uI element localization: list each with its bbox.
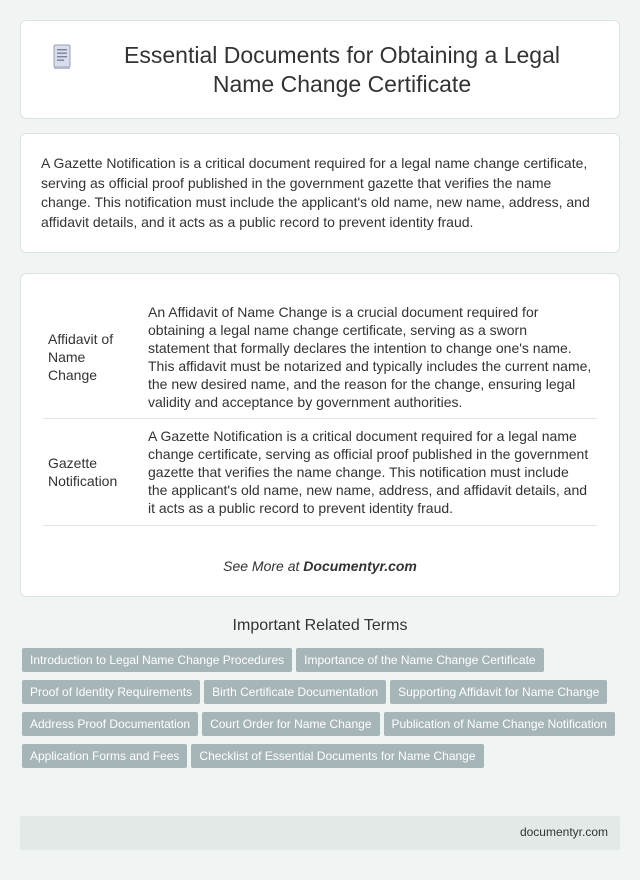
documents-table [43,296,597,526]
description-cell: An Affidavit of Name Change is a crucial document required for obtaining a legal name change certificate, serving as a sworn statement that formally declares the intention to change one's name. This affidavit must be notarized and typically includes the current name, the new desired name, and the reason for the change, ensuring legal validity and acceptance by government authorities. [143,296,597,419]
related-tag[interactable]: Importance of the Name Change Certificate [296,648,543,672]
related-terms-tags [22,648,622,776]
documents-table-card [20,273,620,597]
footer-site-link[interactable]: documentyr.com [519,825,608,839]
page-title: Essential Documents for Obtaining a Legal Name Change Certificate [124,41,560,97]
related-tag[interactable]: Supporting Affidavit for Name Change [390,680,607,704]
related-tag[interactable]: Checklist of Essential Documents for Name Change [191,744,483,768]
title-card [20,20,620,119]
see-more-prefix: See More at [223,558,304,574]
title-wrap [51,41,589,99]
intro-card [20,133,620,253]
related-terms-heading: Important Related Terms [232,617,408,634]
related-tag[interactable]: Introduction to Legal Name Change Procedures [22,648,292,672]
related-tag[interactable]: Publication of Name Change Notification [384,712,615,736]
footer [20,816,620,850]
intro-paragraph: A Gazette Notification is a critical document required for a legal name change certificate, serving as official proof published in the government gazette that verifies the name change. This notification must include the applicant's old name, new name, address, and affidavit details, and it acts as a public record to prevent identity fraud. [41,155,590,230]
term-cell: Affidavit of Name Change [43,296,143,419]
term-cell: Gazette Notification [43,419,143,526]
document-icon [51,44,73,70]
related-tag[interactable]: Court Order for Name Change [202,712,379,736]
table-row [43,419,597,526]
see-more-link[interactable] [21,558,619,574]
related-tag[interactable]: Proof of Identity Requirements [22,680,200,704]
related-tag[interactable]: Address Proof Documentation [22,712,198,736]
table-row [43,296,597,419]
description-cell: A Gazette Notification is a critical document required for a legal name change certificate, serving as official proof published in the government gazette that verifies the name change. This notification must include the applicant's old name, new name, address, and affidavit details, and it acts as a public record to prevent identity fraud. [143,419,597,526]
related-tag[interactable]: Application Forms and Fees [22,744,187,768]
related-tag[interactable]: Birth Certificate Documentation [204,680,386,704]
see-more-site[interactable]: Documentyr.com [303,558,417,574]
